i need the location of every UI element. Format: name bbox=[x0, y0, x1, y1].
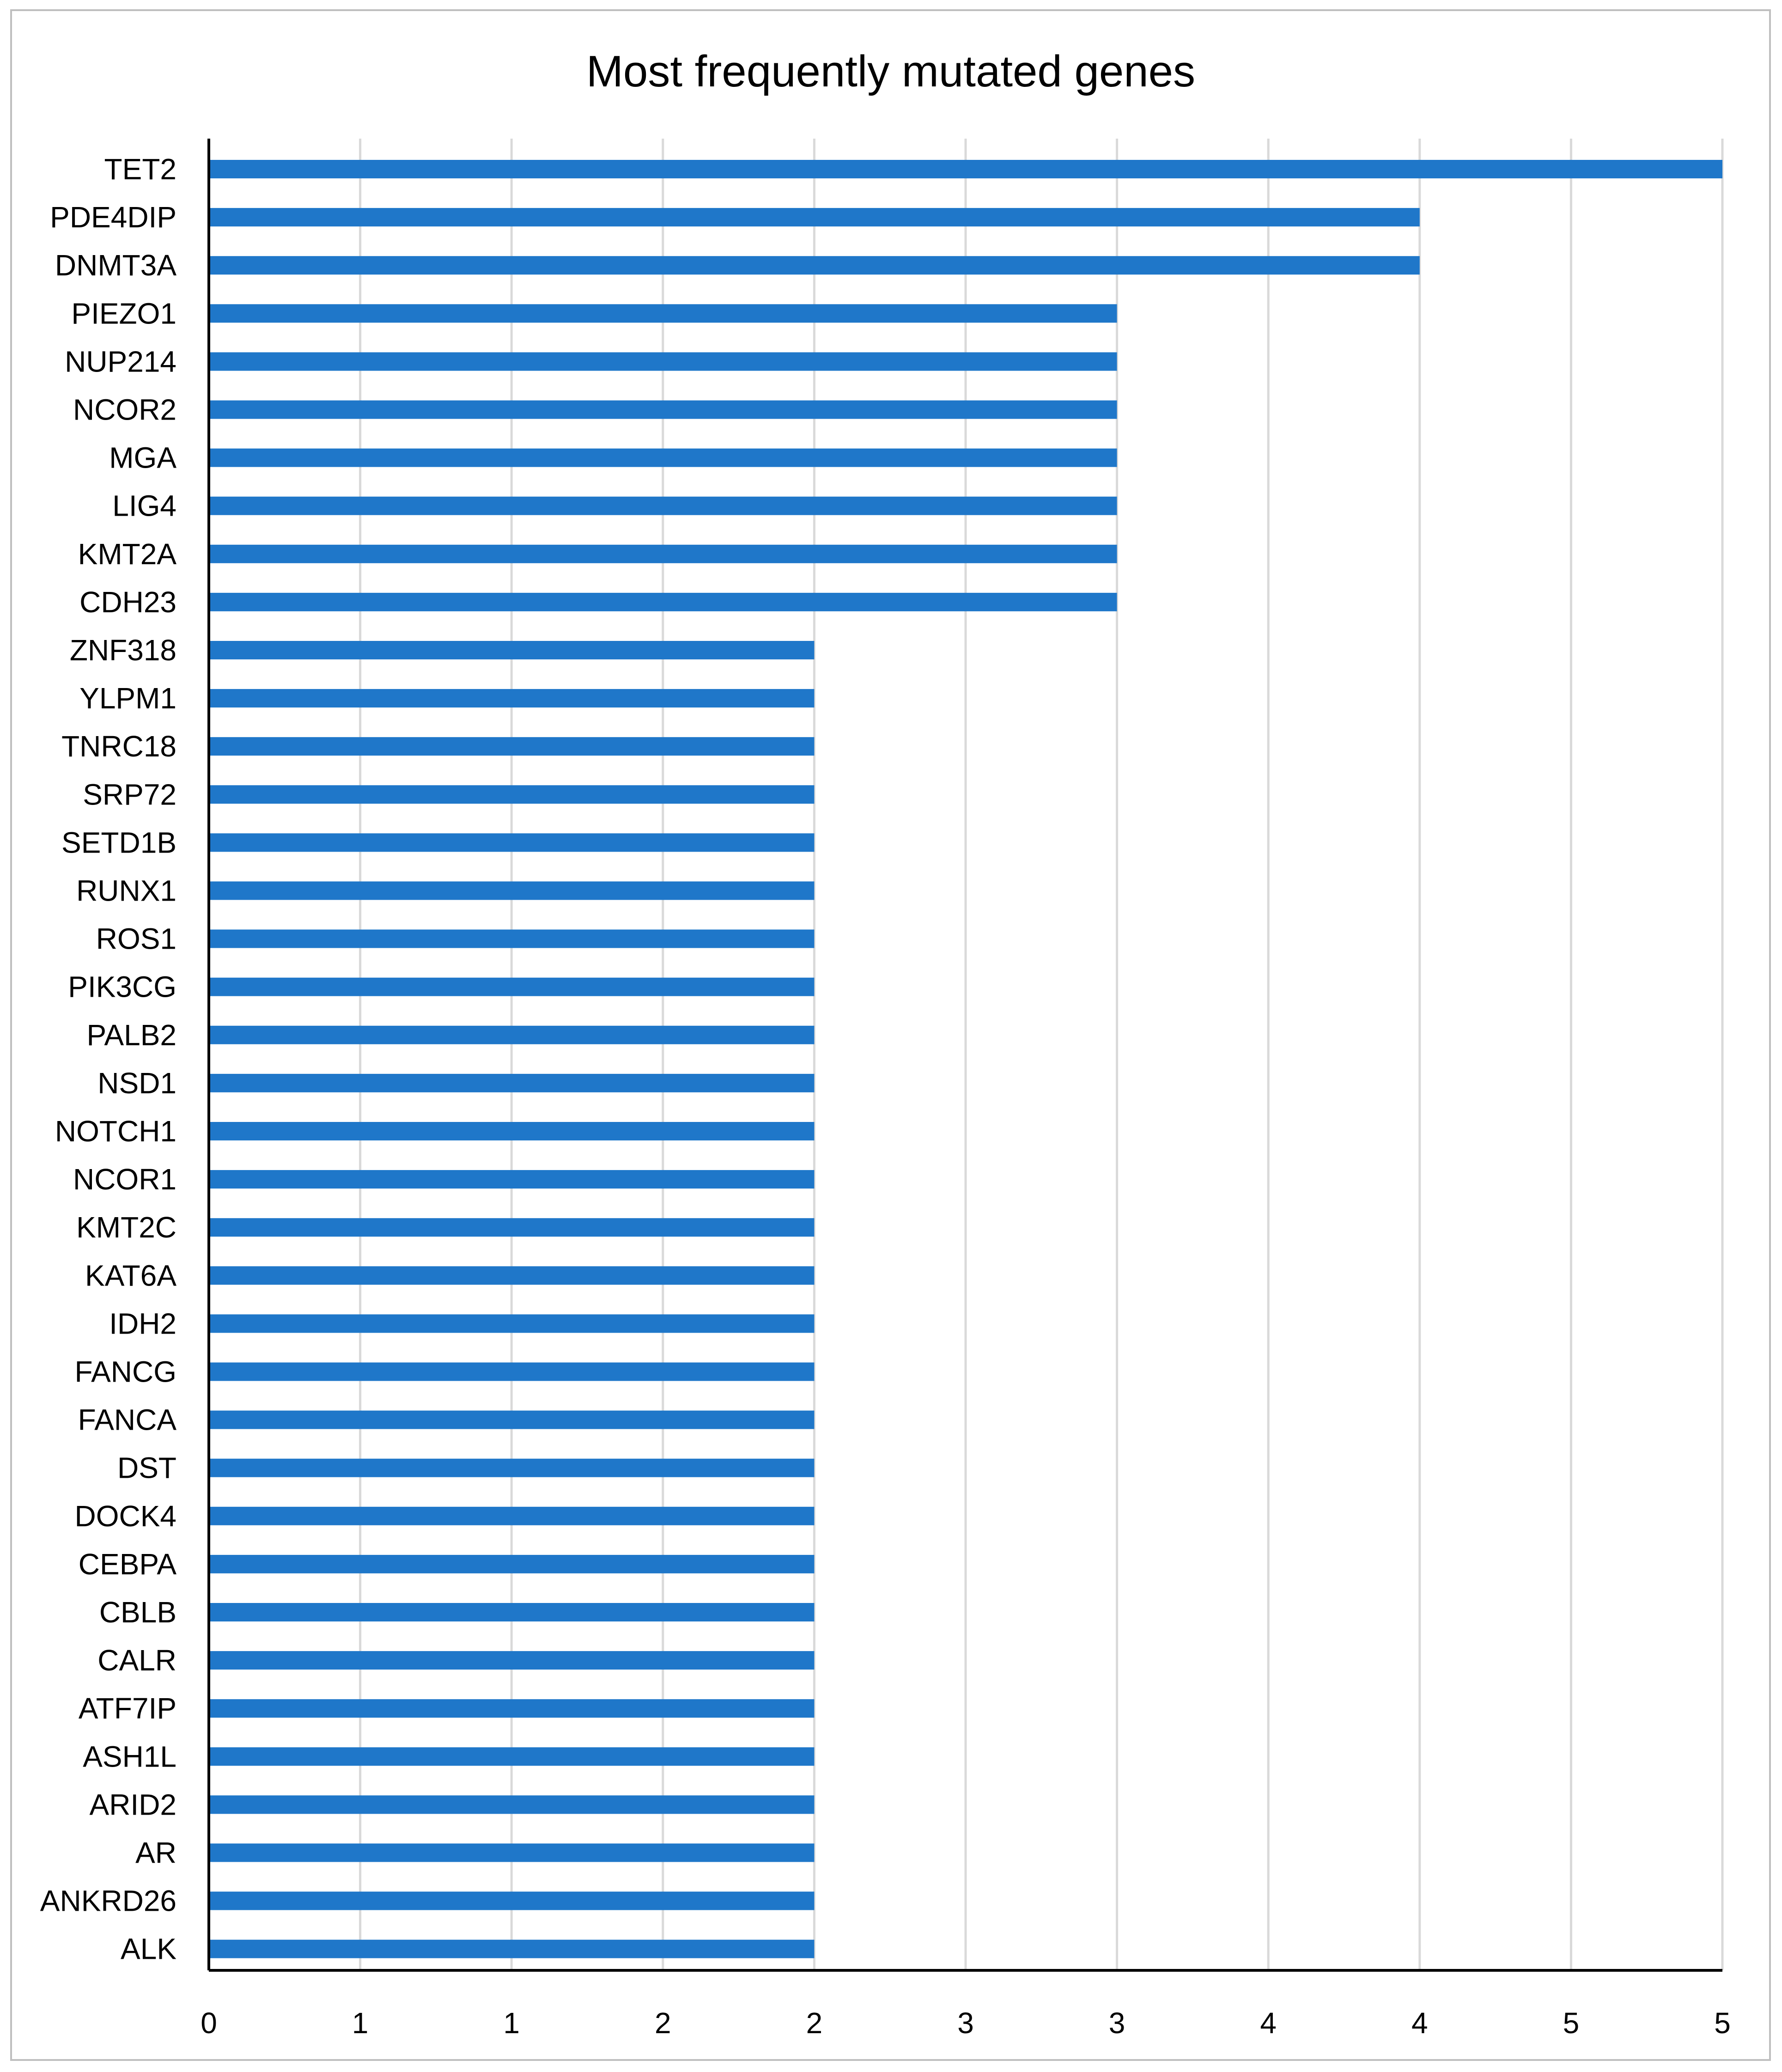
bar-ash1l bbox=[209, 1747, 814, 1766]
x-tick-label: 3 bbox=[957, 2006, 974, 2040]
x-tick-labels bbox=[201, 2006, 1731, 2040]
category-label: FANCG bbox=[74, 1355, 176, 1389]
bar-ros1 bbox=[209, 930, 814, 948]
category-label: IDH2 bbox=[109, 1307, 176, 1341]
category-label: CDH23 bbox=[79, 585, 176, 619]
category-label: RUNX1 bbox=[76, 874, 176, 908]
bar-fanca bbox=[209, 1411, 814, 1429]
bar-calr bbox=[209, 1651, 814, 1670]
category-label: PIEZO1 bbox=[71, 297, 176, 330]
bar-palb2 bbox=[209, 1026, 814, 1044]
bar-fancg bbox=[209, 1363, 814, 1381]
bar-kmt2c bbox=[209, 1218, 814, 1237]
category-label: PALB2 bbox=[86, 1018, 176, 1052]
bar-notch1 bbox=[209, 1122, 814, 1140]
bar-lig4 bbox=[209, 497, 1117, 515]
x-tick-label: 3 bbox=[1108, 2006, 1125, 2040]
category-label: DST bbox=[117, 1451, 176, 1485]
category-label: ARID2 bbox=[89, 1788, 176, 1822]
category-label: CALR bbox=[97, 1644, 176, 1677]
bar-ar bbox=[209, 1844, 814, 1862]
category-label: NUP214 bbox=[65, 345, 176, 378]
bar-cdh23 bbox=[209, 593, 1117, 611]
category-label: ANKRD26 bbox=[40, 1884, 176, 1918]
bar-dnmt3a bbox=[209, 256, 1420, 274]
category-label: SETD1B bbox=[61, 826, 176, 859]
category-label: ZNF318 bbox=[69, 634, 176, 667]
category-label: DOCK4 bbox=[74, 1499, 176, 1533]
category-label: NCOR2 bbox=[73, 393, 176, 427]
category-label: MGA bbox=[109, 441, 176, 475]
category-label: ATF7IP bbox=[78, 1692, 176, 1725]
bar-cebpa bbox=[209, 1555, 814, 1573]
bar-alk bbox=[209, 1940, 814, 1958]
category-label: KMT2A bbox=[78, 537, 176, 571]
category-label: TET2 bbox=[104, 152, 176, 186]
category-label: CBLB bbox=[99, 1596, 176, 1629]
bar-piezo1 bbox=[209, 304, 1117, 323]
x-tick-label: 2 bbox=[655, 2006, 671, 2040]
category-label: YLPM1 bbox=[79, 682, 176, 715]
x-tick-label: 5 bbox=[1563, 2006, 1580, 2040]
bar-tet2 bbox=[209, 160, 1722, 178]
bar-dst bbox=[209, 1459, 814, 1477]
x-tick-label: 4 bbox=[1260, 2006, 1277, 2040]
bar-ankrd26 bbox=[209, 1892, 814, 1910]
category-label: NSD1 bbox=[97, 1066, 176, 1100]
bar-ncor1 bbox=[209, 1170, 814, 1188]
category-label: ASH1L bbox=[83, 1740, 176, 1773]
bar-cblb bbox=[209, 1603, 814, 1621]
bar-ylpm1 bbox=[209, 689, 814, 707]
bar-kat6a bbox=[209, 1266, 814, 1285]
bar-mga bbox=[209, 449, 1117, 467]
category-labels bbox=[40, 152, 177, 1966]
category-label: PIK3CG bbox=[68, 970, 176, 1004]
x-tick-label: 5 bbox=[1714, 2006, 1731, 2040]
bar-pde4dip bbox=[209, 208, 1420, 226]
chart-title: Most frequently mutated genes bbox=[586, 47, 1196, 96]
x-tick-label: 1 bbox=[352, 2006, 369, 2040]
bar-tnrc18 bbox=[209, 737, 814, 756]
bar-ncor2 bbox=[209, 401, 1117, 419]
category-label: FANCA bbox=[78, 1403, 176, 1437]
bar-runx1 bbox=[209, 882, 814, 900]
bar-idh2 bbox=[209, 1314, 814, 1333]
category-label: SRP72 bbox=[83, 778, 176, 811]
bar-srp72 bbox=[209, 785, 814, 804]
bar-pik3cg bbox=[209, 978, 814, 996]
category-label: ROS1 bbox=[96, 922, 176, 956]
category-label: TNRC18 bbox=[61, 730, 176, 763]
category-label: PDE4DIP bbox=[50, 201, 176, 234]
category-label: DNMT3A bbox=[55, 249, 176, 282]
bar-dock4 bbox=[209, 1507, 814, 1525]
category-label: NOTCH1 bbox=[55, 1115, 176, 1148]
category-label: NCOR1 bbox=[73, 1163, 176, 1196]
x-tick-label: 4 bbox=[1411, 2006, 1428, 2040]
bar-kmt2a bbox=[209, 545, 1117, 563]
bar-arid2 bbox=[209, 1795, 814, 1814]
bar-nsd1 bbox=[209, 1074, 814, 1092]
bar-nup214 bbox=[209, 352, 1117, 371]
category-label: AR bbox=[135, 1836, 176, 1870]
category-label: LIG4 bbox=[112, 489, 176, 523]
bar-setd1b bbox=[209, 833, 814, 852]
bar-atf7ip bbox=[209, 1699, 814, 1718]
category-label: KMT2C bbox=[76, 1211, 176, 1244]
category-label: KAT6A bbox=[85, 1259, 176, 1292]
category-label: CEBPA bbox=[78, 1547, 176, 1581]
x-tick-label: 2 bbox=[806, 2006, 823, 2040]
x-tick-label: 1 bbox=[503, 2006, 520, 2040]
bar-znf318 bbox=[209, 641, 814, 659]
x-tick-label: 0 bbox=[201, 2006, 217, 2040]
category-label: ALK bbox=[121, 1932, 176, 1966]
